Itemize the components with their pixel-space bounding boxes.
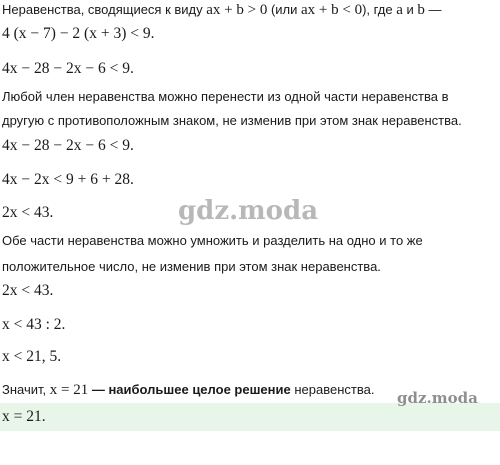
equation-line: 2x < 43.: [2, 204, 54, 221]
watermark-logo-small: gdz.moda: [397, 389, 478, 407]
equation-line: 4x − 28 − 2x − 6 < 9.: [2, 60, 134, 77]
conclusion-equation: x = 21: [49, 382, 89, 398]
rule-text: Любой член неравенства можно перенести из одной части неравенства в: [2, 89, 449, 104]
conclusion-line: Значит, x = 21 — наибольшее целое решение неравенства.: [2, 382, 375, 398]
rule-text: Обе части неравенства можно умножить и разделить на одно и то же: [2, 233, 423, 248]
var-a: a: [396, 2, 403, 18]
equation-line: 4x − 2x < 9 + 6 + 28.: [2, 171, 134, 188]
answer-highlight: [0, 403, 500, 431]
equation-line: x < 21, 5.: [2, 348, 62, 365]
conclusion-emphasis: — наибольшее целое решение: [88, 382, 291, 397]
formula-ax-b-lt: ax + b < 0: [301, 2, 363, 18]
rule-text: другую с противоположным знаком, не изменив при этом знак неравенства.: [2, 113, 462, 128]
equation-line: 4 (x − 7) − 2 (x + 3) < 9.: [2, 25, 155, 42]
equation-line: 4x − 28 − 2x − 6 < 9.: [2, 137, 134, 154]
rule-text: положительное число, не изменив при этом знак неравенства.: [2, 259, 381, 274]
formula-ax-b-gt: ax + b > 0: [206, 2, 268, 18]
watermark-logo: gdz.moda: [178, 196, 319, 226]
answer-line: x = 21.: [2, 408, 46, 425]
intro-line: Неравенства, сводящиеся к виду ax + b > 0 (или ax + b < 0), где a и b —: [2, 2, 442, 18]
var-b: b: [417, 2, 425, 18]
equation-line: 2x < 43.: [2, 282, 54, 299]
equation-line: x < 43 : 2.: [2, 316, 66, 333]
